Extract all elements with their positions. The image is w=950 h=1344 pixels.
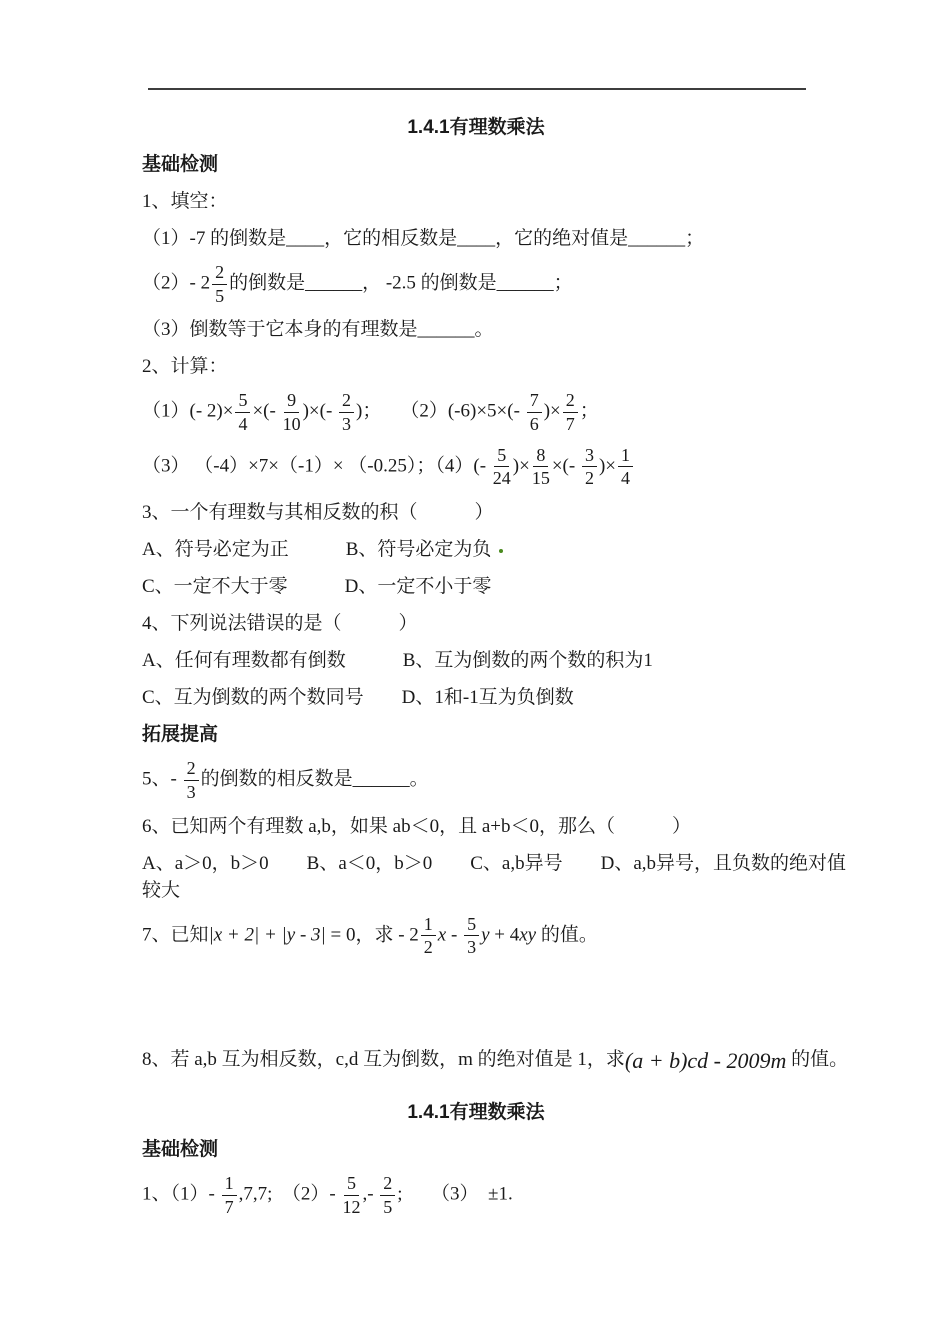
green-speck-artifact bbox=[499, 549, 503, 553]
text-run: 的值。 bbox=[536, 924, 598, 946]
fraction-denominator: 5 bbox=[215, 285, 225, 306]
text-run: 6、已知两个有理数 a,b，如果 ab＜0，且 a+b＜0，那么（ ） bbox=[142, 815, 692, 837]
fraction-denominator: 6 bbox=[529, 414, 539, 435]
text-run: 1、（1）- bbox=[142, 1183, 220, 1205]
text-run: )×(- bbox=[302, 400, 338, 422]
text-run: 7、已知 bbox=[142, 924, 209, 946]
fraction-numerator: 1 bbox=[222, 1173, 237, 1196]
fraction-denominator: 4 bbox=[621, 468, 631, 489]
text-run: （2）- 2 bbox=[142, 272, 211, 294]
text-run: )× bbox=[598, 455, 617, 477]
text-run: )× bbox=[543, 400, 561, 422]
math-italic-text: y bbox=[481, 924, 490, 946]
fraction-denominator: 7 bbox=[565, 414, 575, 435]
answers-heading bbox=[142, 1136, 860, 1163]
problem-2-3-4 bbox=[142, 445, 860, 489]
text-run: ； bbox=[579, 400, 599, 422]
fraction-denominator: 12 bbox=[342, 1196, 361, 1217]
fraction bbox=[339, 390, 354, 434]
fraction-numerator: 2 bbox=[380, 1173, 395, 1196]
text-run: 的倒数是______， -2.5 的倒数是______； bbox=[229, 272, 573, 294]
text-run: A、任何有理数都有倒数 B、互为倒数的两个数的积为1 bbox=[142, 650, 653, 672]
text-run: 1、填空： bbox=[142, 191, 228, 212]
text-run: 基础检测 bbox=[142, 154, 219, 175]
fraction bbox=[342, 1173, 360, 1217]
problem-4-options-cd bbox=[142, 684, 860, 711]
problem-1-2 bbox=[142, 262, 860, 306]
fraction-denominator: 2 bbox=[423, 937, 433, 958]
text-run: 4、下列说法错误的是（ ） bbox=[142, 613, 418, 635]
fraction bbox=[527, 390, 542, 434]
fraction-numerator: 9 bbox=[284, 390, 299, 413]
text-run: 1.4.1有理数乘法 bbox=[407, 1101, 545, 1123]
text-run: 的倒数的相反数是______。 bbox=[200, 768, 429, 790]
fraction-numerator: 5 bbox=[235, 390, 250, 413]
text-run: ,- bbox=[362, 1183, 379, 1205]
problem-2 bbox=[142, 353, 860, 380]
problem-3-options-ab bbox=[142, 536, 860, 563]
fraction-denominator: 3 bbox=[186, 781, 196, 802]
fraction bbox=[235, 390, 250, 434]
section-heading-advanced bbox=[142, 721, 860, 748]
problem-5 bbox=[142, 758, 860, 802]
fraction-denominator: 15 bbox=[531, 468, 550, 489]
fraction-numerator: 5 bbox=[344, 1173, 359, 1196]
text-run: 拓展提高 bbox=[142, 724, 219, 746]
fraction-numerator: 2 bbox=[184, 758, 199, 781]
text-run: ; （3） ±1. bbox=[397, 1183, 513, 1205]
worksheet-content bbox=[0, 90, 950, 1267]
answers-1 bbox=[142, 1173, 860, 1217]
fraction-numerator: 7 bbox=[527, 390, 542, 413]
fraction-numerator: 3 bbox=[582, 445, 597, 468]
fraction bbox=[618, 445, 633, 489]
math-italic-text: x bbox=[437, 924, 447, 946]
text-run: （3）倒数等于它本身的有理数是______。 bbox=[142, 319, 494, 341]
text-run: A、符号必定为正 B、符号必定为负 bbox=[142, 539, 492, 561]
fraction-denominator: 3 bbox=[342, 414, 352, 435]
fraction-denominator: 7 bbox=[224, 1196, 234, 1217]
math-italic-text: |x + 2| + |y - 3| bbox=[208, 924, 331, 946]
fraction bbox=[493, 445, 511, 489]
text-run: ×(- bbox=[252, 400, 281, 422]
fraction-denominator: 10 bbox=[282, 414, 301, 435]
problem-4-options-ab bbox=[142, 647, 860, 674]
text-run: （3） （-4）×7×（-1）× （-0.25）；（4）(- bbox=[142, 455, 491, 477]
text-run: 8、若 a,b 互为相反数，c,d 互为倒数，m 的绝对值是 1，求 bbox=[142, 1048, 625, 1070]
problem-6-options bbox=[142, 850, 860, 904]
problem-8 bbox=[142, 1044, 860, 1073]
math-italic-text: (a + b)cd - 2009m bbox=[624, 1047, 787, 1073]
fraction-numerator: 2 bbox=[339, 390, 354, 413]
problem-1-1 bbox=[142, 225, 860, 252]
worksheet-title bbox=[142, 114, 860, 141]
text-run: 的值。 bbox=[786, 1048, 849, 1070]
fraction bbox=[464, 914, 479, 958]
fraction-denominator: 3 bbox=[467, 937, 477, 958]
worksheet-title-answers bbox=[142, 1099, 860, 1126]
problem-2-1-2 bbox=[142, 390, 860, 434]
fraction-numerator: 5 bbox=[494, 445, 509, 468]
text-run: = 0，求 - 2 bbox=[330, 924, 419, 946]
fraction-numerator: 8 bbox=[533, 445, 548, 468]
fraction-denominator: 5 bbox=[383, 1196, 393, 1217]
problem-3 bbox=[142, 499, 860, 526]
problem-7 bbox=[142, 914, 860, 958]
text-run: + 4 bbox=[489, 924, 520, 946]
text-run: 3、一个有理数与其相反数的积（ ） bbox=[142, 502, 494, 524]
text-run: C、一定不大于零 D、一定不小于零 bbox=[142, 576, 492, 598]
problem-1 bbox=[142, 188, 860, 215]
text-run: A、a＞0，b＞0 B、a＜0，b＞0 C、a,b异号 D、a,b异号，且负数的绝对值较大 bbox=[142, 852, 847, 901]
problem-1-3 bbox=[142, 316, 860, 343]
fraction-numerator: 1 bbox=[421, 914, 436, 937]
math-italic-text: xy bbox=[519, 924, 537, 946]
text-run: （1）(- 2)× bbox=[142, 400, 234, 422]
fraction-numerator: 2 bbox=[212, 262, 227, 285]
fraction bbox=[380, 1173, 395, 1217]
problem-3-options-cd bbox=[142, 573, 860, 600]
problem-6 bbox=[142, 813, 860, 840]
fraction-denominator: 4 bbox=[238, 414, 248, 435]
fraction bbox=[421, 914, 436, 958]
fraction-numerator: 1 bbox=[618, 445, 633, 468]
text-run: - bbox=[446, 924, 463, 946]
text-run: 2、计算： bbox=[142, 356, 228, 378]
text-run: 1.4.1有理数乘法 bbox=[407, 117, 545, 138]
fraction bbox=[582, 445, 597, 489]
section-heading-basic bbox=[142, 151, 860, 178]
fraction bbox=[283, 390, 301, 434]
fraction-numerator: 5 bbox=[464, 914, 479, 937]
fraction-numerator: 2 bbox=[563, 390, 578, 413]
fraction bbox=[563, 390, 578, 434]
text-run: )× bbox=[512, 455, 530, 477]
fraction bbox=[222, 1173, 237, 1217]
fraction bbox=[184, 758, 199, 802]
fraction-denominator: 24 bbox=[492, 468, 511, 489]
text-run: C、互为倒数的两个数同号 D、1和-1互为负倒数 bbox=[142, 687, 574, 709]
problem-4 bbox=[142, 610, 860, 637]
text-run: （1）-7 的倒数是____，它的相反数是____，它的绝对值是______； bbox=[142, 228, 705, 249]
text-run: 基础检测 bbox=[142, 1138, 219, 1160]
text-run: ,7,7; （2）- bbox=[238, 1183, 341, 1205]
fraction-denominator: 2 bbox=[584, 468, 594, 489]
fraction bbox=[212, 262, 227, 306]
text-run: 5、- bbox=[142, 768, 182, 790]
fraction bbox=[532, 445, 550, 489]
text-run: ×(- bbox=[551, 455, 580, 477]
text-run: )； （2）(-6)×5×(- bbox=[356, 400, 525, 422]
